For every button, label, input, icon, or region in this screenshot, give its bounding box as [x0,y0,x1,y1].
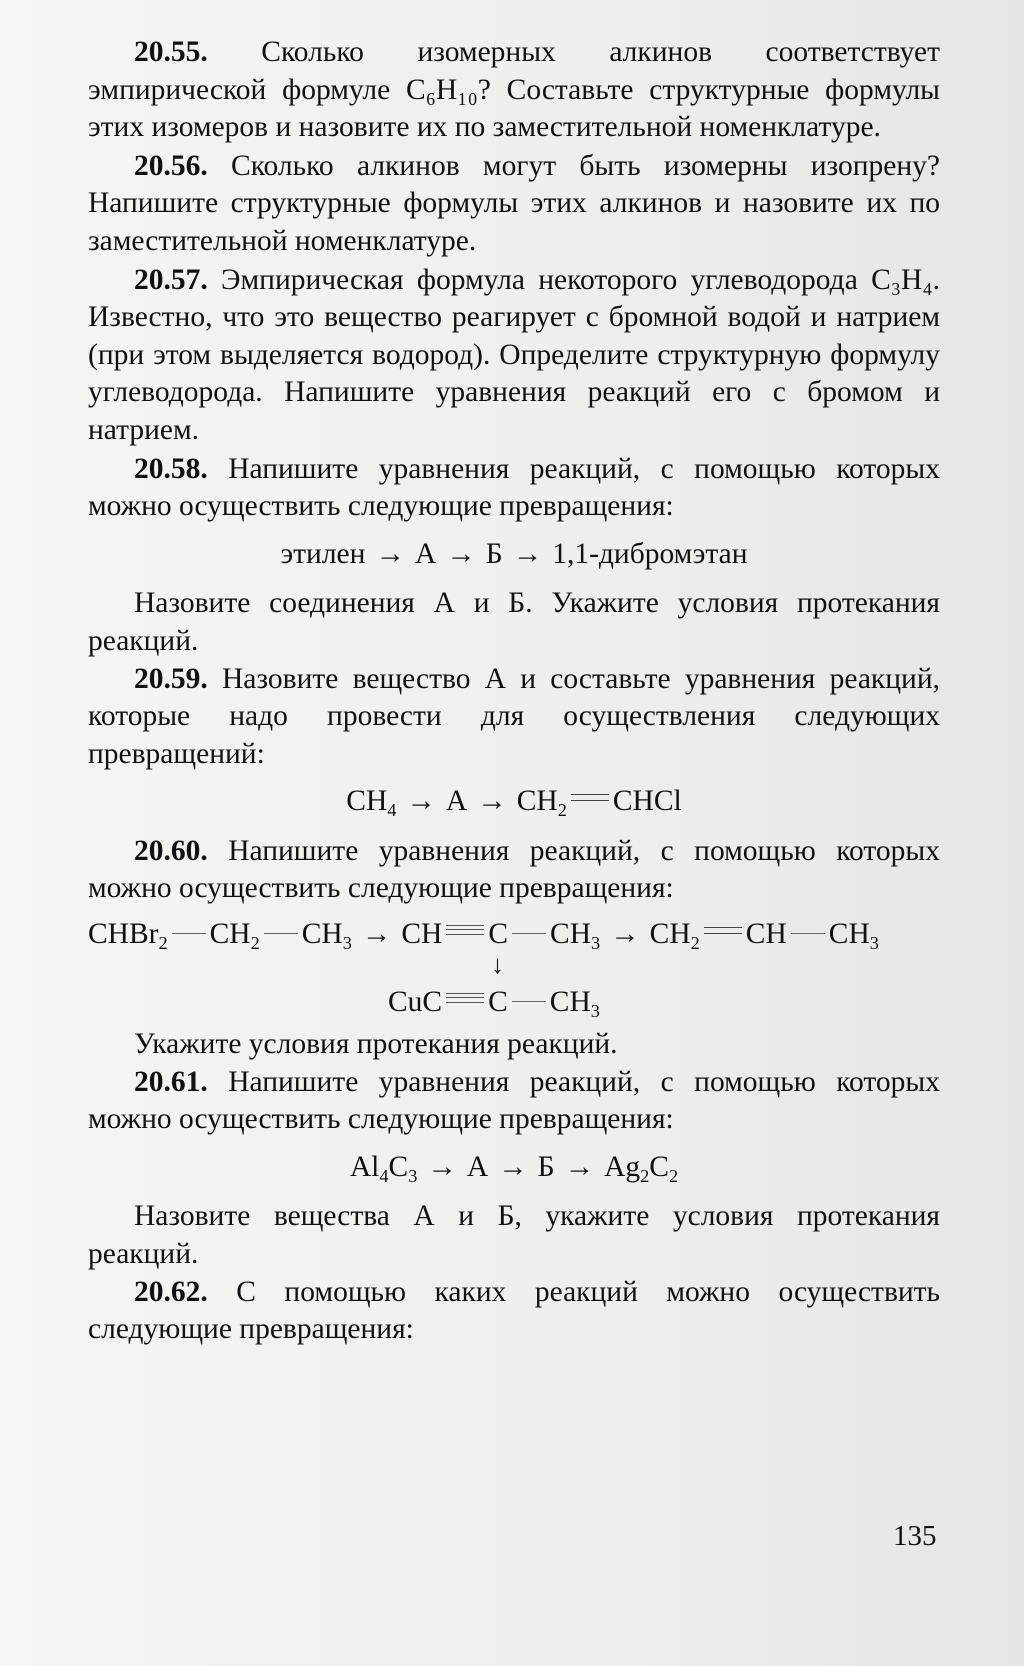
problem-number: 20.57. [134,263,208,296]
scheme-item: А [414,537,437,570]
formula-part: CH [516,785,558,818]
subscript: 3 [342,932,352,953]
formula-part: C [649,1150,669,1183]
problem-20-56 [88,148,940,261]
arrow: → [498,1150,528,1183]
formula-part: CH [828,918,870,951]
triple-bond [446,993,484,1003]
formula-ch4: CH [346,785,388,818]
problem-text: Сколько изомерных алкинов соответствует эмпирической формуле C₆H₁₀? Составьте структурные формулы этих изомеров и назовите их по заместительной номенклатуре. [88,36,940,144]
subscript: 4 [387,800,397,821]
subscript: 2 [640,1165,650,1186]
single-bond [512,933,546,934]
single-bond [512,1001,546,1002]
scheme-item: А [466,1150,489,1183]
arrow: → [375,537,405,570]
problem-number: 20.58. [134,452,208,485]
problem-20-60 [88,833,940,908]
problem-number: 20.60. [134,834,208,867]
scheme-item: 1,1-дибромэтан [552,537,748,570]
problem-number: 20.59. [134,662,208,695]
subscript: 3 [591,932,601,953]
problem-text: Сколько алкинов могут быть изомерны изопрену? Напишите структурные формулы этих алкинов и назовите их по заместительной номенклатуре. [88,149,940,257]
subscript: 2 [250,932,260,953]
problem-20-61 [88,1064,940,1139]
scheme-item: А [445,785,468,818]
scheme-row-branch [388,984,600,1022]
arrow: → [406,785,436,818]
formula-part: CH [549,986,591,1019]
subscript: 3 [590,1000,600,1021]
scheme-row-main [88,916,879,954]
problem-20-55 [88,34,940,147]
subscript: 2 [557,800,567,821]
problem-text: Назовите вещество А и составьте уравнения реакций, которые надо провести для осуществления следующих превращений: [88,662,940,770]
problem-text: Напишите уравнения реакций, с помощью которых можно осуществить следующие превращения: [88,452,940,523]
problem-number: 20.61. [134,1065,208,1098]
arrow: → [477,785,507,818]
formula-part: Al [349,1150,380,1183]
formula-part: CH [550,918,592,951]
arrow: → [361,918,392,951]
formula-part: C [488,986,508,1019]
subscript: 2 [690,932,700,953]
problem-number: 20.62. [134,1275,208,1308]
arrow: → [610,918,640,951]
formula-part: CH [649,918,691,951]
arrow: → [446,537,476,570]
scheme-item: Б [485,537,503,570]
formula-part: CHBr [88,918,159,951]
formula-part: CH [401,918,443,951]
subscript: 2 [668,1165,679,1186]
problem-20-60-followup: Укажите условия протекания реакций. [134,1028,618,1061]
problem-20-58 [88,451,940,526]
subscript: 3 [869,932,879,953]
scheme-20-60 [88,916,940,1026]
single-bond [791,933,825,934]
problem-20-62 [88,1274,940,1349]
problem-number: 20.56. [134,149,208,182]
single-bond [172,933,206,934]
problem-number: 20.55. [134,36,208,68]
single-bond [264,933,298,934]
page-number: 135 [893,1520,937,1552]
arrow: → [512,537,543,570]
problem-20-59 [88,661,940,774]
formula-part: CH [301,918,343,951]
down-arrow-icon: ↓ [491,950,504,980]
problem-text: С помощью каких реакций можно осуществить следующие превращения: [88,1275,940,1346]
problem-text: Напишите уравнения реакций, с помощью которых можно осуществить следующие превращения: [88,834,940,905]
subscript: 2 [158,932,168,953]
formula-part: C [488,918,509,951]
formula-part: CHCl [612,785,682,818]
formula-part: C [388,1150,409,1183]
formula-part: CuC [388,986,443,1019]
arrow: → [564,1150,595,1183]
triple-bond [446,925,484,935]
scheme-20-61 [88,1149,940,1187]
subscript: 4 [379,1165,389,1186]
scheme-20-59 [88,783,940,821]
scheme-item: Б [537,1150,555,1183]
problem-20-61-followup: Назовите вещества А и Б, укажите условия протекания реакций. [88,1200,940,1271]
page-text [88,34,940,1350]
problem-text: Эмпирическая формула некоторого углеводорода C₃H₄. Известно, что это вещество реагирует с бромной водой и натрием (при этом выделяется водород). Определите структурную формулу углеводорода. Напишите уравнения реакций его с бромом и натрием. [88,263,940,446]
formula-part: Ag [604,1150,641,1183]
subscript: 3 [408,1165,418,1186]
arrow: → [427,1150,457,1183]
formula-part: CH [745,918,787,951]
double-bond [704,927,742,934]
scheme-item: этилен [280,537,366,570]
scheme-20-58 [88,536,940,574]
double-bond [571,794,609,801]
problem-20-58-followup: Назовите соединения А и Б. Укажите условия протекания реакций. [88,587,940,657]
formula-part: CH [209,918,251,951]
problem-20-57 [88,262,940,450]
problem-text: Напишите уравнения реакций, с помощью которых можно осуществить следующие превращения: [88,1065,940,1136]
